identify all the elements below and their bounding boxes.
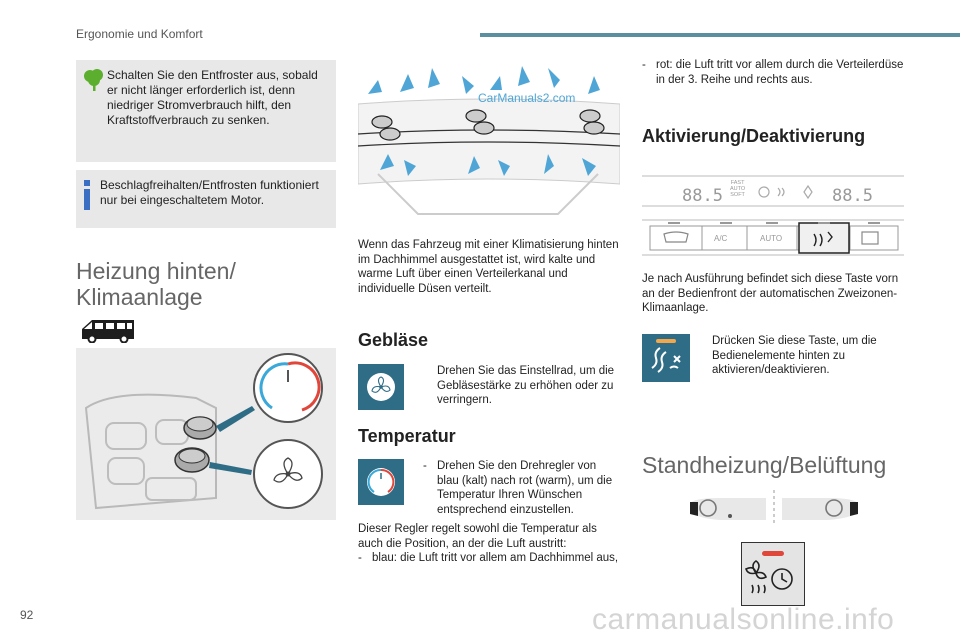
temperature-control-icon [358, 459, 404, 505]
info-note-text: Beschlagfreihalten/Entfrosten funktioniert nur bei eingeschaltetem Motor. [100, 178, 319, 207]
standheizung-button[interactable] [741, 542, 805, 606]
standheizung-heading: Standheizung/Belüftung [642, 452, 887, 478]
left-zone-temp-display: 88.5 [682, 186, 723, 206]
auto-button[interactable]: AUTO [760, 234, 783, 243]
lhd-rhd-steering-illustration [690, 490, 858, 526]
roof-ac-intro: Wenn das Fahrzeug mit einer Klimatisierung hinten im Dachhimmel ausgestattet ist, wird kalte und warme Luft über einen Verteilerkanal und individuelle Düsen verteilt. [358, 239, 619, 295]
ac-button[interactable]: A/C [714, 234, 728, 243]
fan-instruction: Drehen Sie das Einstellrad, um die Gebläsestärke zu erhöhen oder zu verringern. [437, 365, 615, 406]
dual-zone-climate-panel [642, 170, 904, 262]
press-instruction: Drücken Sie diese Taste, um die Bedienelemente hinten zu aktivieren/deaktivieren. [712, 335, 877, 376]
activation-heading: Aktivierung/Deaktivierung [642, 126, 866, 146]
rear-controls-illustration [76, 348, 336, 520]
temperature-heading: Temperatur [358, 426, 456, 446]
eco-note-text: Schalten Sie den Entfroster aus, sobald er nicht länger erforderlich ist, denn niedriger Stromverbrauch hilft, den Kraftstoffverbrauch zu senken. [107, 68, 318, 127]
fan-control-icon [358, 364, 404, 410]
right-zone-temp-display: 88.5 [832, 186, 873, 206]
rear-controls-button[interactable] [799, 223, 849, 253]
page-number: 92 [20, 608, 34, 622]
temperature-instruction: - Drehen Sie den Drehregler von blau (kalt) nach rot (warm), um die Temperatur Ihren Wünschen entsprechend einzustellen. [423, 460, 613, 516]
roof-vents-illustration [358, 64, 620, 234]
rear-activation-icon [642, 334, 690, 382]
regulator-description: Dieser Regler regelt sowohl die Temperatur als auch die Position, an der die Luft austritt: - blau: die Luft tritt vor allem am Dachhimmel aus, [358, 523, 619, 564]
illustration-watermark: CarManuals2.com [478, 91, 576, 105]
fan-heading: Gebläse [358, 330, 429, 350]
site-watermark: carmanualsonline.info [592, 603, 895, 636]
info-icon [84, 180, 90, 210]
header-accent-bar [480, 33, 960, 37]
red-position-note: - rot: die Luft tritt vor allem durch die Verteilerdüse in der 3. Reihe und rechts aus. [642, 59, 904, 86]
info-note-box [76, 170, 336, 228]
eco-note-box [76, 60, 336, 162]
van-icon [80, 317, 136, 343]
fan-mode-labels: FAST AUTO SOFT [730, 180, 746, 198]
rear-heating-heading: Heizung hinten/ Klimaanlage [76, 258, 236, 310]
panel-caption: Je nach Ausführung befindet sich diese Taste vorn an der Bedienfront der automatischen Zweizonen-Klimaanlage. [642, 273, 899, 314]
eco-tree-icon [83, 68, 105, 92]
section-title: Ergonomie und Komfort [76, 27, 203, 41]
